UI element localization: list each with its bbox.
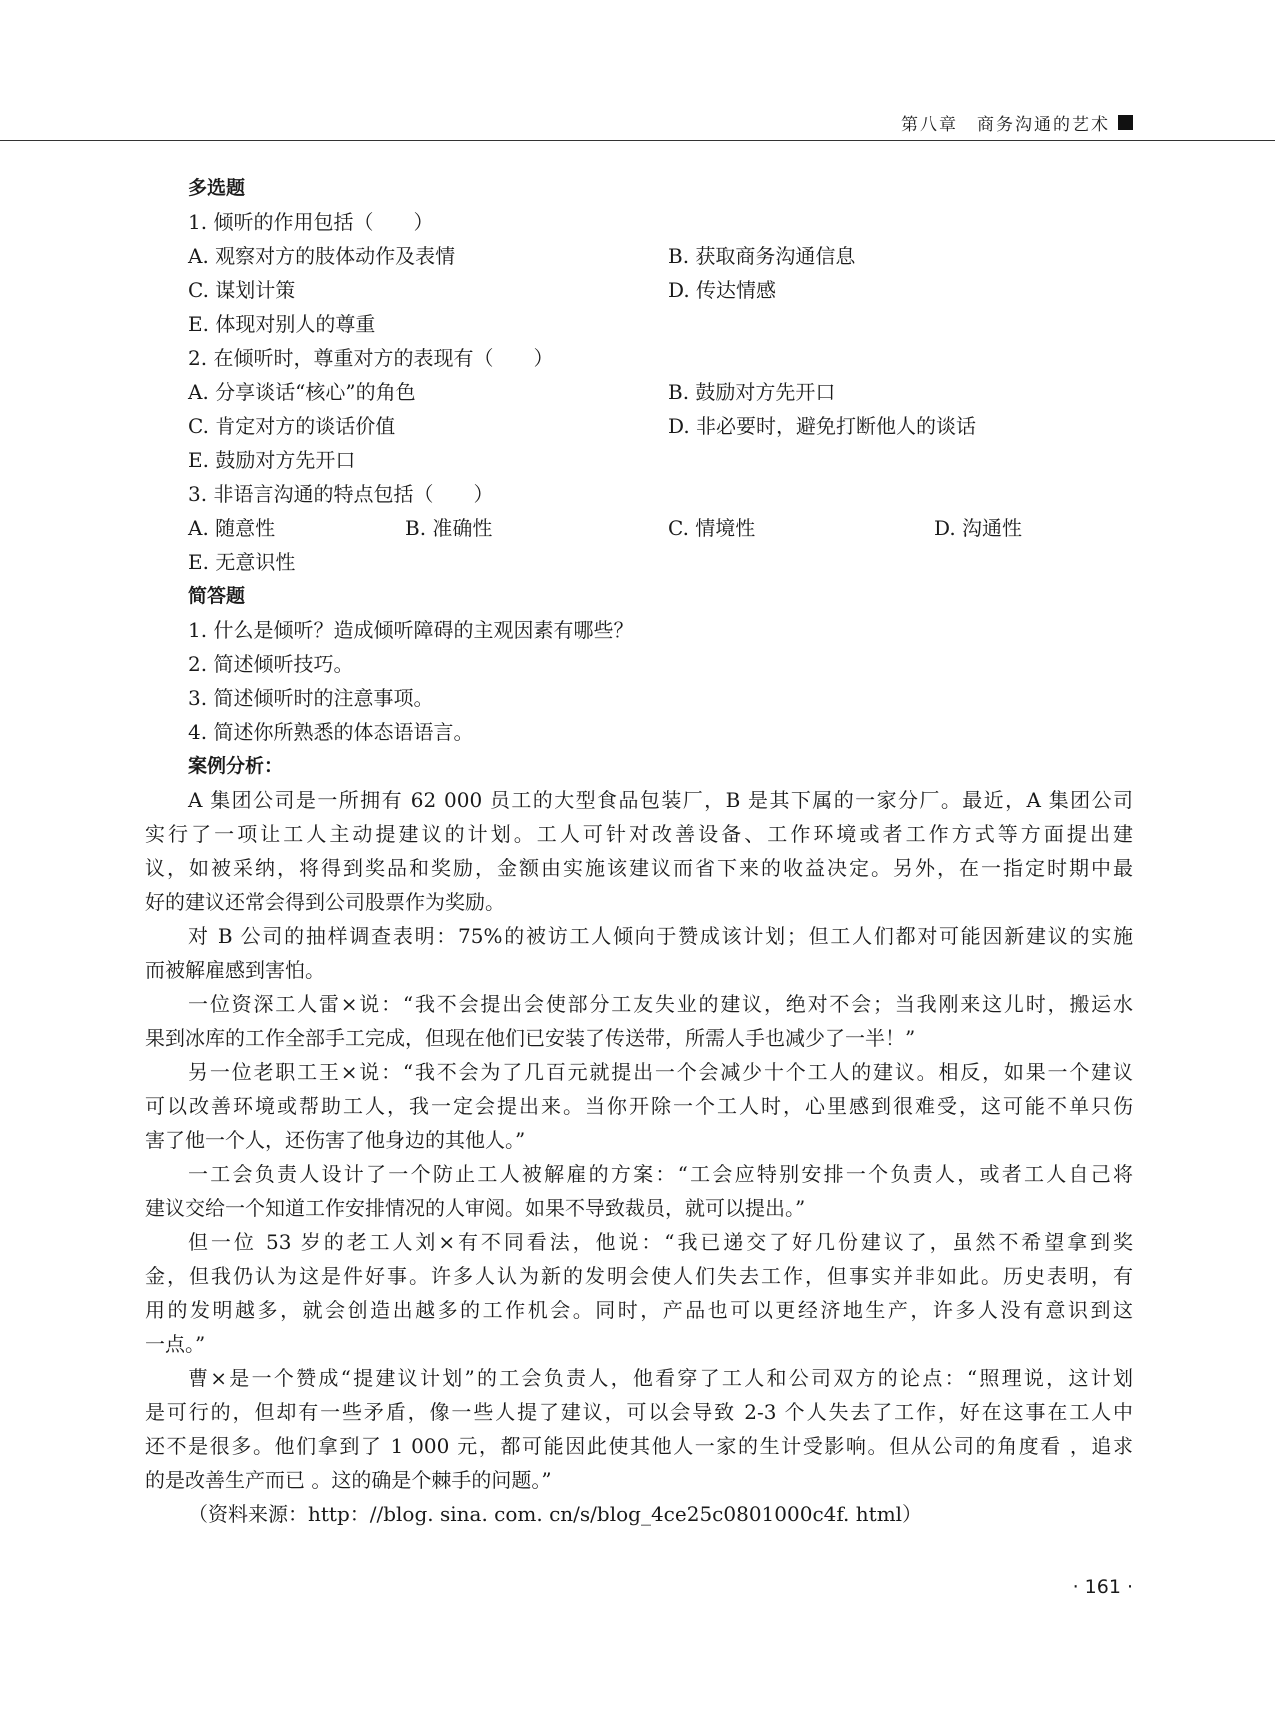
case-paragraph-line: 另一位老职工王×说：“我不会为了几百元就提出一个会减少十个工人的建议。相反，如果一个建议 [188,1060,1133,1084]
question-stem: 1. 倾听的作用包括（ ） [188,210,434,234]
question-stem: 2. 在倾听时，尊重对方的表现有（ ） [188,346,554,370]
short-question: 3. 简述倾听时的注意事项。 [188,686,434,710]
case-paragraph-line: 用的发明越多，就会创造出越多的工作机会。同时，产品也可以更经济地生产，许多人没有意识到这 [145,1298,1133,1322]
option: B. 获取商务沟通信息 [668,244,856,268]
case-text [145,783,1133,1497]
option-row [145,409,1133,443]
case-paragraph-line: 建议交给一个知道工作安排情况的人审阅。如果不导致裁员，就可以提出。” [145,1196,806,1220]
case-paragraph-line: 的是改善生产而已 。这的确是个棘手的问题。” [145,1468,552,1492]
header-rule [0,140,1275,141]
chapter-title: 第八章 商务沟通的艺术 [901,115,1110,135]
option: A. 随意性 [188,516,276,540]
option-row [145,239,1133,273]
case-paragraph-line: 可以改善环境或帮助工人，我一定会提出来。当你开除一个工人时，心里感到很难受，这可能不单只伤 [145,1094,1133,1118]
case-paragraph-line: 金，但我仍认为这是件好事。许多人认为新的发明会使人们失去工作，但事实并非如此。历史表明，有 [145,1264,1133,1288]
section-heading-case: 案例分析： [188,755,284,777]
page-body [145,171,1133,1531]
option: C. 谋划计策 [188,278,296,302]
option: A. 观察对方的肢体动作及表情 [188,244,456,268]
option: C. 情境性 [668,516,756,540]
option: B. 准确性 [405,516,493,540]
option: D. 沟通性 [934,516,1023,540]
case-paragraph-line: 而被解雇感到害怕。 [145,958,325,982]
case-source: （资料来源：http：//blog. sina. com. cn/s/blog_4ce25c0801000c4f. html） [188,1502,923,1526]
case-paragraph-line: 一位资深工人雷×说：“我不会提出会使部分工友失业的建议，绝对不会；当我刚来这儿时，搬运水 [188,992,1133,1016]
short-question: 2. 简述倾听技巧。 [188,652,354,676]
option: E. 无意识性 [188,550,296,574]
case-paragraph-line: A 集团公司是一所拥有 62 000 员工的大型食品包装厂，B 是其下属的一家分厂。最近，A 集团公司 [188,788,1133,812]
section-heading-short-answer: 简答题 [188,585,246,607]
case-paragraph-line: 害了他一个人，还伤害了他身边的其他人。” [145,1128,526,1152]
option: A. 分享谈话“核心”的角色 [188,380,416,404]
case-paragraph-line: 但一位 53 岁的老工人刘×有不同看法，他说：“我已递交了好几份建议了，虽然不希望拿到奖 [188,1230,1133,1254]
option: D. 传达情感 [668,278,777,302]
page-number: · 161 · [1072,1576,1133,1598]
option: D. 非必要时，避免打断他人的谈话 [668,414,977,438]
case-paragraph-line: 是可行的，但却有一些矛盾，像一些人提了建议，可以会导致 2-3 个人失去了工作，好在这事在工人中 [145,1400,1133,1424]
case-paragraph-line: 议，如被采纳，将得到奖品和奖励，金额由实施该建议而省下来的收益决定。另外，在一指定时期中最 [145,856,1133,880]
option: E. 鼓励对方先开口 [188,448,356,472]
case-paragraph-line: 一工会负责人设计了一个防止工人被解雇的方案：“工会应特别安排一个负责人，或者工人自己将 [188,1162,1133,1186]
section-heading-multi-choice: 多选题 [188,177,246,199]
case-paragraph-line: 对 B 公司的抽样调查表明：75%的被访工人倾向于赞成该计划；但工人们都对可能因新建议的实施 [188,924,1133,948]
option-row [145,273,1133,307]
short-question: 1. 什么是倾听？造成倾听障碍的主观因素有哪些？ [188,618,634,642]
case-paragraph-line: 实行了一项让工人主动提建议的计划。工人可针对改善设备、工作环境或者工作方式等方面提出建 [145,822,1133,846]
option: E. 体现对别人的尊重 [188,312,376,336]
case-paragraph-line: 好的建议还常会得到公司股票作为奖励。 [145,890,505,914]
option: B. 鼓励对方先开口 [668,380,836,404]
question-stem: 3. 非语言沟通的特点包括（ ） [188,482,494,506]
running-header [901,110,1133,135]
case-paragraph-line: 果到冰库的工作全部手工完成，但现在他们已安装了传送带，所需人手也减少了一半！” [145,1026,916,1050]
option-row [145,375,1133,409]
square-marker-icon [1118,115,1133,130]
case-paragraph-line: 曹×是一个赞成“提建议计划”的工会负责人，他看穿了工人和公司双方的论点：“照理说，这计划 [188,1366,1133,1390]
case-paragraph-line: 一点。” [145,1332,206,1356]
option-row [145,511,1133,545]
case-paragraph-line: 还不是很多。他们拿到了 1 000 元，都可能因此使其他人一家的生计受影响。但从公司的角度看 ，追求 [145,1434,1133,1458]
short-question: 4. 简述你所熟悉的体态语语言。 [188,720,474,744]
option: C. 肯定对方的谈话价值 [188,414,396,438]
